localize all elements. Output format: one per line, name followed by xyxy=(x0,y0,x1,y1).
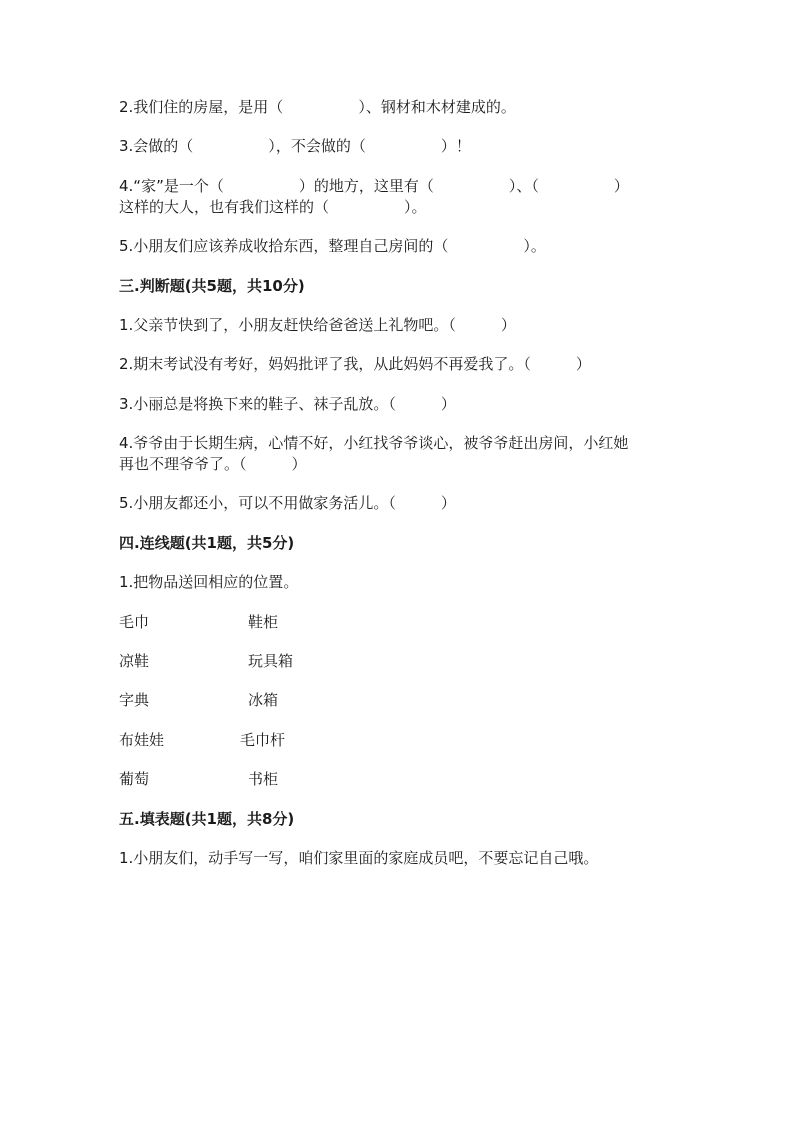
matching-left-item: 毛巾 xyxy=(119,613,150,631)
fill-blank-question-5: 5.小朋友们应该养成收拾东西，整理自己房间的（ ）。 xyxy=(119,237,546,255)
matching-right-item: 毛巾杆 xyxy=(240,731,286,749)
judgment-question-5: 5.小朋友都还小，可以不用做家务活儿。（ ） xyxy=(119,494,456,512)
matching-left-item: 字典 xyxy=(119,691,150,709)
matching-left-item: 布娃娃 xyxy=(119,731,165,749)
section-5-heading: 五.填表题(共1题，共8分) xyxy=(119,810,295,828)
matching-right-item: 鞋柜 xyxy=(248,613,279,631)
matching-question-1: 1.把物品送回相应的位置。 xyxy=(119,573,299,591)
matching-right-item: 书柜 xyxy=(248,770,279,788)
matching-right-item: 冰箱 xyxy=(248,691,279,709)
fill-blank-question-2: 2.我们住的房屋，是用（ ）、钢材和木材建成的。 xyxy=(119,98,516,116)
table-fill-question-1: 1.小朋友们，动手写一写，咱们家里面的家庭成员吧，不要忘记自己哦。 xyxy=(119,849,599,867)
matching-left-item: 葡萄 xyxy=(119,770,150,788)
fill-blank-question-4-line-2: 这样的大人，也有我们这样的（ ）。 xyxy=(119,198,427,216)
matching-left-item: 凉鞋 xyxy=(119,652,150,670)
judgment-question-4-line-1: 4.爷爷由于长期生病，心情不好，小红找爷爷谈心，被爷爷赶出房间，小红她 xyxy=(119,434,629,452)
judgment-question-4-line-2: 再也不理爷爷了。（ ） xyxy=(119,455,307,473)
section-4-heading: 四.连线题(共1题，共5分) xyxy=(119,534,295,552)
judgment-question-1: 1.父亲节快到了，小朋友赶快给爸爸送上礼物吧。（ ） xyxy=(119,316,516,334)
matching-right-item: 玩具箱 xyxy=(248,652,294,670)
fill-blank-question-4-line-1: 4.“家”是一个（ ）的地方，这里有（ ）、（ ） xyxy=(119,177,629,195)
judgment-question-2: 2.期末考试没有考好，妈妈批评了我，从此妈妈不再爱我了。（ ） xyxy=(119,355,591,373)
section-3-heading: 三.判断题(共5题，共10分) xyxy=(119,277,305,295)
fill-blank-question-3: 3.会做的（ ），不会做的（ ）！ xyxy=(119,137,471,155)
judgment-question-3: 3.小丽总是将换下来的鞋子、袜子乱放。（ ） xyxy=(119,395,456,413)
